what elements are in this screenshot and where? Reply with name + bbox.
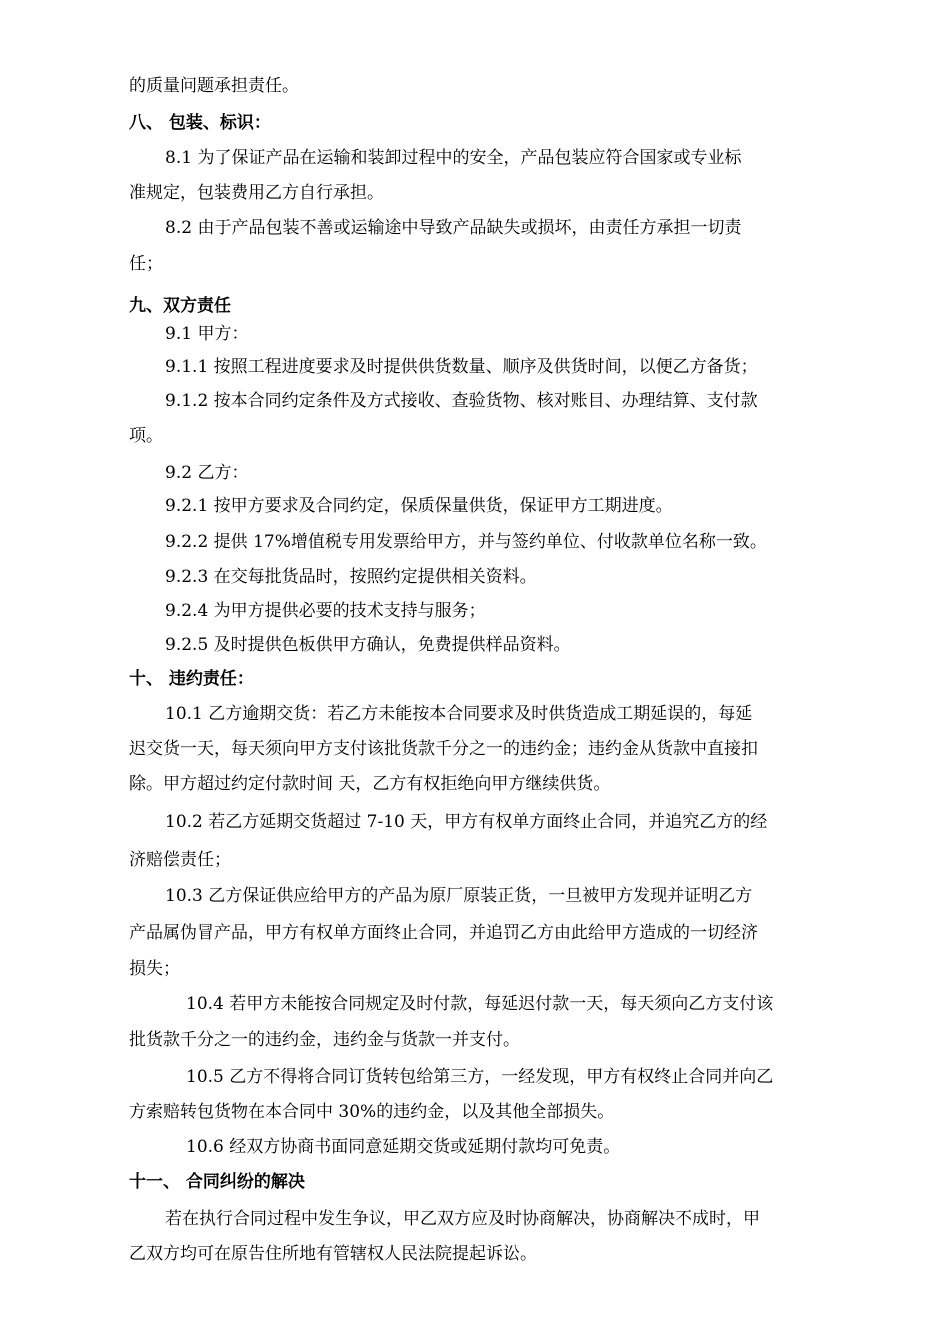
clause-10-5-line-1: 10.5 乙方不得将合同订货转包给第三方，一经发现，甲方有权终止合同并向乙 xyxy=(186,1067,774,1087)
clause-8-2-line-1: 8.2 由于产品包装不善或运输途中导致产品缺失或损坏，由责任方承担一切责 xyxy=(165,218,742,238)
section-heading-breach: 十、 违约责任： xyxy=(129,669,254,689)
clause-10-2-line-1: 10.2 若乙方延期交货超过 7-10 天，甲方有权单方面终止合同，并追究乙方的经 xyxy=(165,812,768,832)
disputes-line-1: 若在执行合同过程中发生争议，甲乙双方应及时协商解决，协商解决不成时，甲 xyxy=(165,1209,760,1229)
disputes-line-2: 乙双方均可在原告住所地有管辖权人民法院提起诉讼。 xyxy=(129,1244,537,1264)
clause-10-4-line-1: 10.4 若甲方未能按合同规定及时付款，每延迟付款一天，每天须向乙方支付该 xyxy=(186,994,774,1014)
clause-10-5-line-2: 方索赔转包货物在本合同中 30%的违约金，以及其他全部损失。 xyxy=(129,1102,615,1122)
clause-8-1-line-2: 准规定，包装费用乙方自行承担。 xyxy=(129,183,384,203)
section-heading-packaging: 八、 包装、标识： xyxy=(129,113,271,133)
clause-10-1-line-2: 迟交货一天，每天须向甲方支付该批货款千分之一的违约金；违约金从货款中直接扣 xyxy=(129,739,758,759)
clause-9-1-1: 9.1.1 按照工程进度要求及时提供供货数量、顺序及供货时间，以便乙方备货； xyxy=(165,357,758,377)
clause-10-3-line-2: 产品属伪冒产品，甲方有权单方面终止合同，并追罚乙方由此给甲方造成的一切经济 xyxy=(129,923,758,943)
section-heading-responsibilities: 九、双方责任 xyxy=(129,296,231,316)
clause-9-1: 9.1 甲方： xyxy=(165,324,249,344)
clause-10-1-line-1: 10.1 乙方逾期交货：若乙方未能按本合同要求及时供货造成工期延误的，每延 xyxy=(165,704,753,724)
paragraph-line: 的质量问题承担责任。 xyxy=(129,76,299,96)
clause-9-2-5: 9.2.5 及时提供色板供甲方确认，免费提供样品资料。 xyxy=(165,635,571,655)
clause-10-4-line-2: 批货款千分之一的违约金，违约金与货款一并支付。 xyxy=(129,1030,520,1050)
clause-9-1-2-line-2: 项。 xyxy=(129,426,163,446)
clause-9-2-2: 9.2.2 提供 17%增值税专用发票给甲方，并与签约单位、付收款单位名称一致。 xyxy=(165,532,767,552)
clause-10-3-line-1: 10.3 乙方保证供应给甲方的产品为原厂原装正货，一旦被甲方发现并证明乙方 xyxy=(165,886,753,906)
clause-9-1-2-line-1: 9.1.2 按本合同约定条件及方式接收、查验货物、核对账目、办理结算、支付款 xyxy=(165,391,758,411)
clause-10-1-line-3: 除。甲方超过约定付款时间 天，乙方有权拒绝向甲方继续供货。 xyxy=(129,774,611,794)
clause-9-2-1: 9.2.1 按甲方要求及合同约定，保质保量供货，保证甲方工期进度。 xyxy=(165,496,673,516)
clause-8-1-line-1: 8.1 为了保证产品在运输和装卸过程中的安全，产品包装应符合国家或专业标 xyxy=(165,148,742,168)
section-heading-disputes: 十一、 合同纠纷的解决 xyxy=(129,1172,305,1192)
clause-10-6: 10.6 经双方协商书面同意延期交货或延期付款均可免责。 xyxy=(186,1137,621,1157)
clause-9-2-3: 9.2.3 在交每批货品时，按照约定提供相关资料。 xyxy=(165,567,537,587)
clause-8-2-line-2: 任； xyxy=(129,254,163,274)
clause-10-2-line-2: 济赔偿责任； xyxy=(129,850,231,870)
clause-9-2: 9.2 乙方： xyxy=(165,463,249,483)
clause-10-3-line-3: 损失； xyxy=(129,959,180,979)
clause-9-2-4: 9.2.4 为甲方提供必要的技术支持与服务； xyxy=(165,601,486,621)
